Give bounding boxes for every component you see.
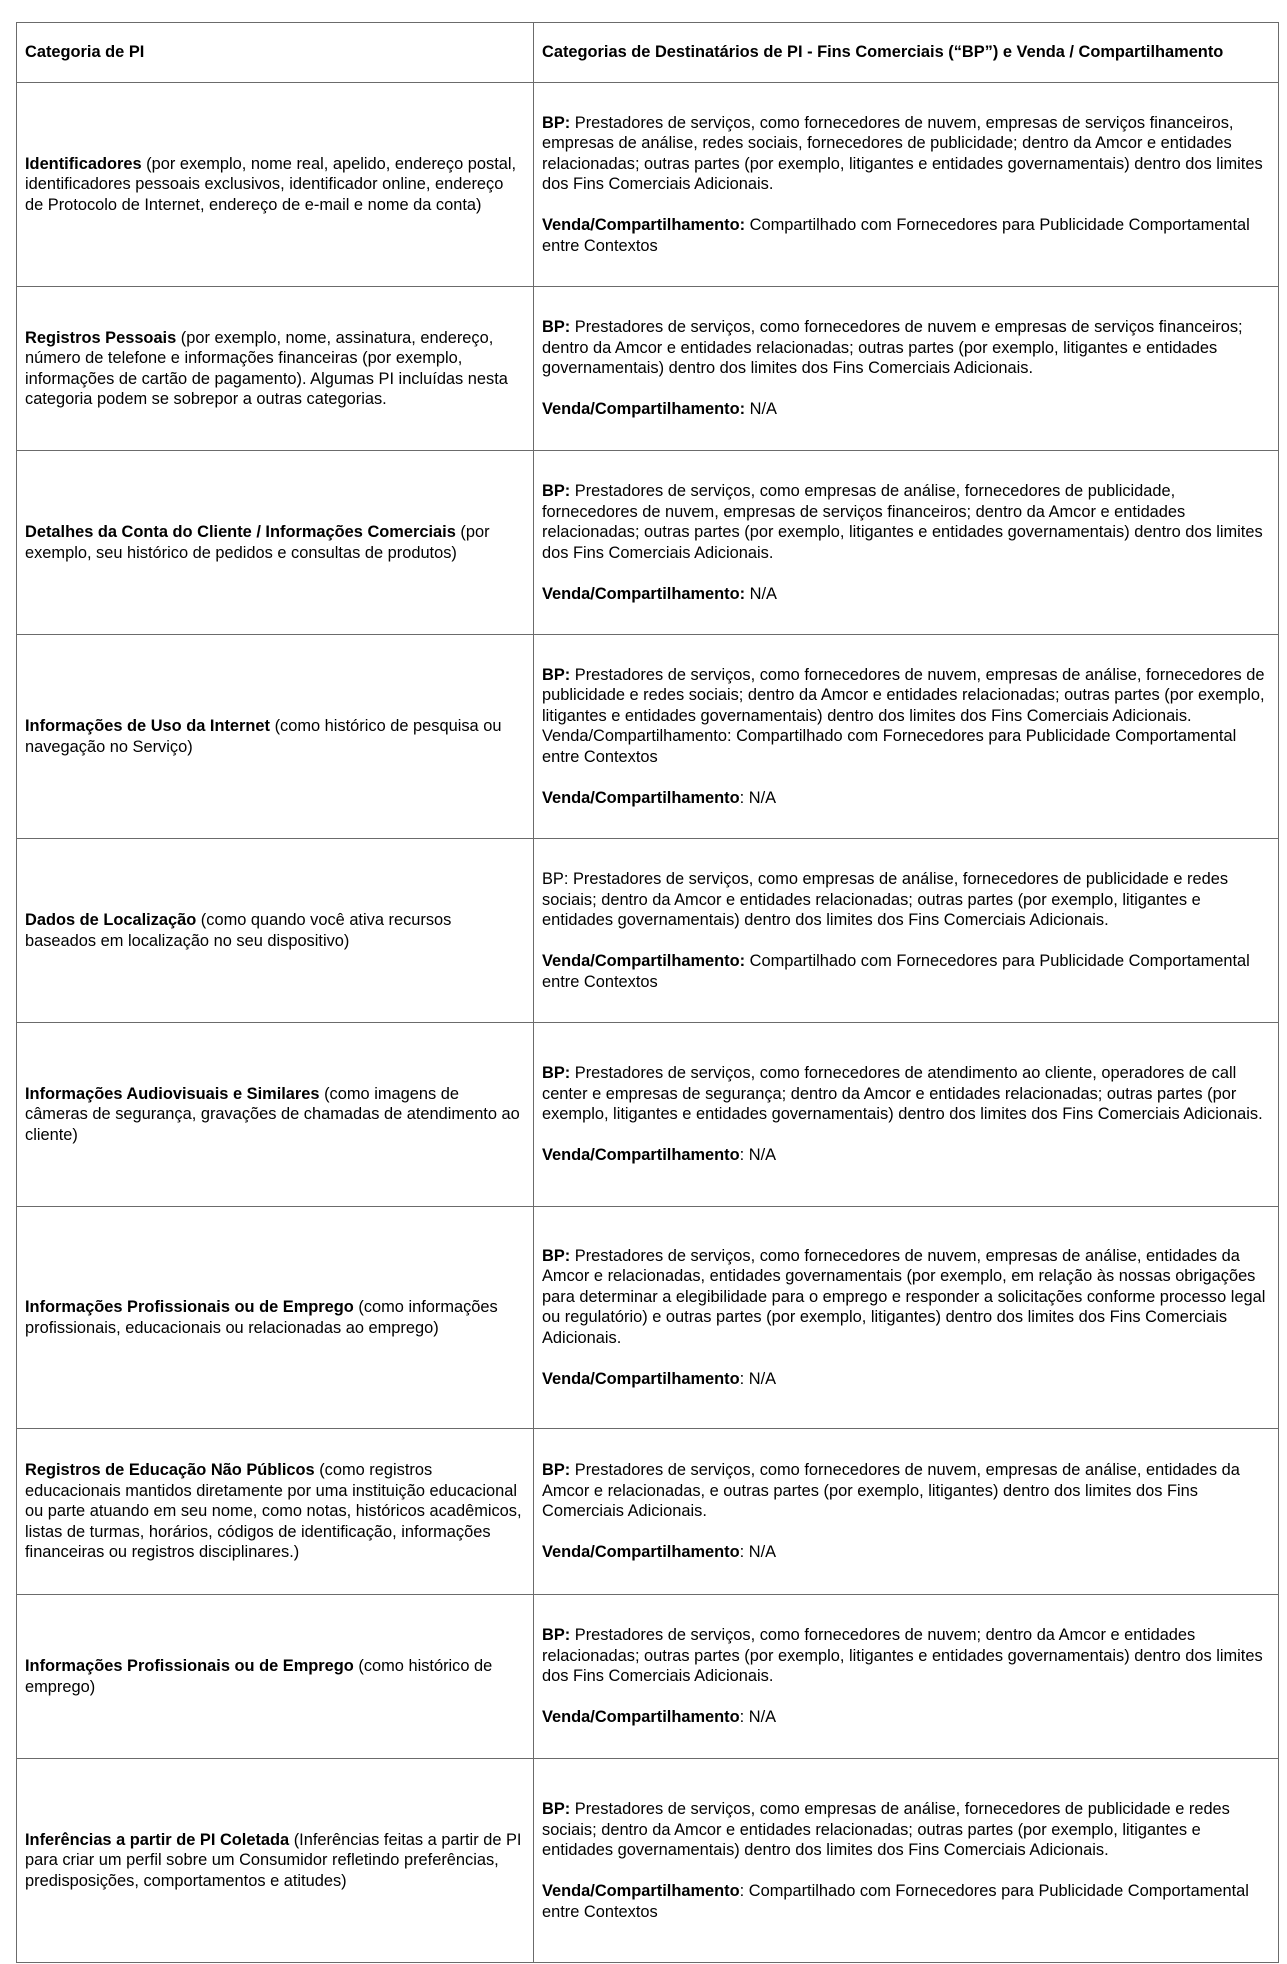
table-row: [17, 1207, 1279, 1429]
bp-paragraph: [542, 113, 1270, 195]
bp-paragraph: [542, 665, 1270, 768]
bp-label: BP:: [542, 113, 571, 132]
sale-label: Venda/Compartilhamento:: [542, 216, 746, 235]
sale-text: : N/A: [739, 1708, 777, 1727]
category-title: Identificadores: [25, 154, 142, 173]
bp-text: Prestadores de serviços, como fornecedores de nuvem; dentro da Amcor e entidades relacionadas; outras partes (por exemplo, litigantes e entidades governamentais) dentro dos limites dos Fins Comerciais Adicionais.: [542, 1626, 1263, 1686]
sale-text: N/A: [745, 584, 777, 603]
category-description: (por exemplo, seu histórico de pedidos e consultas de produtos): [25, 523, 490, 562]
table-row: [17, 287, 1279, 451]
recipients-cell: [534, 1207, 1279, 1429]
sale-paragraph: [542, 1707, 1270, 1728]
bp-paragraph: [542, 869, 1270, 931]
bp-label: BP:: [542, 1461, 571, 1480]
category-title: Dados de Localização: [25, 911, 197, 929]
category-cell: [17, 1207, 534, 1429]
bp-paragraph: [542, 1063, 1270, 1125]
sale-label: Venda/Compartilhamento: [542, 1146, 740, 1165]
sale-label: Venda/Compartilhamento: [542, 1708, 740, 1727]
bp-paragraph: [542, 481, 1270, 563]
bp-text: Prestadores de serviços, como fornecedores de nuvem, empresas de análise, entidades da Amcor e relacionadas, e outras partes (por exemplo, litigantes) dentro dos limites dos Fins Comerciais Adicionais.: [542, 1461, 1240, 1521]
sale-paragraph: [542, 1369, 1270, 1390]
category-description: (como imagens de câmeras de segurança, gravações de chamadas de atendimento ao cliente): [25, 1084, 520, 1144]
bp-text: Prestadores de serviços, como empresas de análise, fornecedores de publicidade e redes sociais; dentro da Amcor e entidades relacionadas; outras partes (por exemplo, litigantes e entidades governamentais) dentro dos limites dos Fins Comerciais Adicionais.: [542, 1800, 1230, 1859]
bp-text: Prestadores de serviços, como fornecedores de nuvem, empresas de análise, fornecedores de publicidade e redes sociais; dentro da Amcor e entidades relacionadas; outras partes (por exemplo, litigantes e entidades governamentais) dentro dos limites dos Fins Comerciais Adicionais. Venda/Compartilhamento: Compartilhado com Fornecedores para Publicidade Comportamental entre Contextos: [542, 665, 1265, 766]
sale-paragraph: [542, 584, 1270, 605]
category-cell: [17, 839, 534, 1023]
sale-text: Compartilhado com Fornecedores para Publicidade Comportamental entre Contextos: [542, 952, 1250, 991]
category-title: Informações de Uso da Internet: [25, 717, 271, 735]
category-description: (como informações profissionais, educacionais ou relacionadas ao emprego): [25, 1298, 498, 1337]
bp-paragraph: [542, 1246, 1270, 1349]
category-description: (como registros educacionais mantidos diretamente por uma instituição educacional ou parte atuando em seu nome, como notas, históricos acadêmicos, listas de turmas, horários, códigos de identificação, informações financeiras ou registros disciplinares.): [25, 1461, 522, 1562]
recipients-cell: [534, 1595, 1279, 1759]
sale-label: Venda/Compartilhamento: [542, 1543, 740, 1562]
sale-text: : N/A: [739, 1543, 777, 1562]
bp-label: BP:: [542, 1064, 571, 1083]
sale-label: Venda/Compartilhamento: [542, 1369, 740, 1388]
table-row: [17, 83, 1279, 287]
bp-label: BP:: [542, 482, 571, 500]
category-title: Informações Profissionais ou de Emprego: [25, 1657, 354, 1675]
bp-paragraph: [542, 1625, 1270, 1687]
recipients-cell: [534, 451, 1279, 635]
table-row: [17, 839, 1279, 1023]
category-title: Informações Profissionais ou de Emprego: [25, 1298, 354, 1316]
category-cell: [17, 1595, 534, 1759]
sale-paragraph: [542, 1881, 1270, 1922]
category-title: Detalhes da Conta do Cliente / Informações Comerciais: [25, 523, 456, 541]
bp-text: Prestadores de serviços, como empresas de análise, fornecedores de publicidade, fornecedores de nuvem, empresas de serviços financeiros; dentro da Amcor e entidades relacionadas; outras partes (por exemplo, litigantes e entidades governamentais) dentro dos limites dos Fins Comerciais Adicionais.: [542, 482, 1263, 562]
sale-text: N/A: [745, 400, 777, 419]
recipients-cell: [534, 1429, 1279, 1595]
sale-label: Venda/Compartilhamento: [542, 1882, 740, 1900]
sale-paragraph: [542, 1542, 1270, 1563]
category-cell: [17, 1429, 534, 1595]
bp-text: Prestadores de serviços, como fornecedores de nuvem, empresas de serviços financeiros, empresas de análise, redes sociais, fornecedores de publicidade; dentro da Amcor e entidades relacionadas; outras partes (por exemplo, litigantes e entidades governamentais) dentro dos limites dos Fins Comerciais Adicionais.: [542, 113, 1263, 194]
sale-text: : Compartilhado com Fornecedores para Publicidade Comportamental entre Contextos: [542, 1882, 1249, 1921]
bp-text: Prestadores de serviços, como fornecedores de nuvem e empresas de serviços financeiros; dentro da Amcor e entidades relacionadas; outras partes (por exemplo, litigantes e entidades governamentais) dentro dos limites dos Fins Comerciais Adicionais.: [542, 318, 1243, 378]
sale-label: Venda/Compartilhamento:: [542, 952, 746, 970]
table-row: [17, 1429, 1279, 1595]
sale-paragraph: [542, 399, 1270, 420]
sale-paragraph: [542, 951, 1270, 992]
bp-paragraph: [542, 1460, 1270, 1522]
bp-label: BP:: [542, 1246, 571, 1265]
sale-label: Venda/Compartilhamento:: [542, 400, 746, 419]
sale-text: : N/A: [739, 1146, 777, 1165]
bp-paragraph: [542, 1799, 1270, 1861]
category-cell: [17, 451, 534, 635]
recipients-cell: [534, 1023, 1279, 1207]
category-cell: [17, 1759, 534, 1963]
recipients-cell: [534, 287, 1279, 451]
recipients-cell: [534, 839, 1279, 1023]
category-description: (como histórico de emprego): [25, 1657, 493, 1696]
sale-label: Venda/Compartilhamento:: [542, 584, 746, 603]
category-description: (como quando você ativa recursos baseados em localização no seu dispositivo): [25, 911, 452, 950]
sale-paragraph: [542, 788, 1270, 809]
category-description: (Inferências feitas a partir de PI para criar um perfil sobre um Consumidor refletindo preferências, predisposições, comportamentos e atitudes): [25, 1830, 522, 1890]
table-row: [17, 1595, 1279, 1759]
category-cell: [17, 287, 534, 451]
header-category: Categoria de PI: [17, 23, 534, 83]
pi-categories-table: [16, 22, 1279, 1963]
category-title: Registros de Educação Não Públicos: [25, 1461, 315, 1480]
category-description: (como histórico de pesquisa ou navegação no Serviço): [25, 717, 502, 756]
sale-text: Compartilhado com Fornecedores para Publicidade Comportamental entre Contextos: [542, 216, 1250, 255]
bp-label: BP:: [542, 665, 571, 684]
table-header-row: [17, 23, 1279, 83]
category-title: Inferências a partir de PI Coletada: [25, 1830, 290, 1849]
sale-paragraph: [542, 215, 1270, 256]
bp-text: BP: Prestadores de serviços, como empresas de análise, fornecedores de publicidade e redes sociais; dentro da Amcor e entidades relacionadas; outras partes (por exemplo, litigantes e entidades governamentais) dentro dos limites dos Fins Comerciais Adicionais.: [542, 870, 1229, 929]
category-title: Registros Pessoais: [25, 328, 177, 347]
category-description: (por exemplo, nome real, apelido, endereço postal, identificadores pessoais exclusivos, identificador online, endereço de Protocolo de Internet, endereço de e-mail e nome da conta): [25, 154, 517, 214]
sale-text: : N/A: [739, 1369, 777, 1388]
bp-label: BP:: [542, 318, 571, 337]
category-cell: [17, 635, 534, 839]
sale-label: Venda/Compartilhamento: [542, 788, 740, 807]
table-row: [17, 1759, 1279, 1963]
table-row: [17, 635, 1279, 839]
bp-label: BP:: [542, 1800, 571, 1818]
sale-text: : N/A: [739, 788, 777, 807]
category-description: (por exemplo, nome, assinatura, endereço, número de telefone e informações financeiras (por exemplo, informações de cartão de pagamento). Algumas PI incluídas nesta categoria podem se sobrepor a outras categorias.: [25, 328, 508, 408]
recipients-cell: [534, 83, 1279, 287]
table-row: [17, 451, 1279, 635]
sale-paragraph: [542, 1145, 1270, 1166]
bp-text: Prestadores de serviços, como fornecedores de nuvem, empresas de análise, entidades da Amcor e relacionadas, entidades governamentais (por exemplo, em relação às nossas obrigações para determinar a elegibilidade para o emprego e responder a solicitações conforme processo legal ou regulatório) e outras partes (por exemplo, litigantes) dentro dos limites dos Fins Comerciais Adicionais.: [542, 1246, 1266, 1347]
bp-text: Prestadores de serviços, como fornecedores de atendimento ao cliente, operadores de call center e empresas de segurança; dentro da Amcor e entidades relacionadas; outras partes (por exemplo, litigantes e entidades governamentais) dentro dos limites dos Fins Comerciais Adicionais.: [542, 1064, 1263, 1124]
bp-paragraph: [542, 317, 1270, 379]
category-cell: [17, 83, 534, 287]
header-recipients: Categorias de Destinatários de PI - Fins Comerciais (“BP”) e Venda / Compartilhamento: [534, 23, 1279, 83]
recipients-cell: [534, 635, 1279, 839]
bp-label: BP:: [542, 1626, 571, 1645]
table-row: [17, 1023, 1279, 1207]
category-cell: [17, 1023, 534, 1207]
recipients-cell: [534, 1759, 1279, 1963]
category-title: Informações Audiovisuais e Similares: [25, 1084, 320, 1103]
